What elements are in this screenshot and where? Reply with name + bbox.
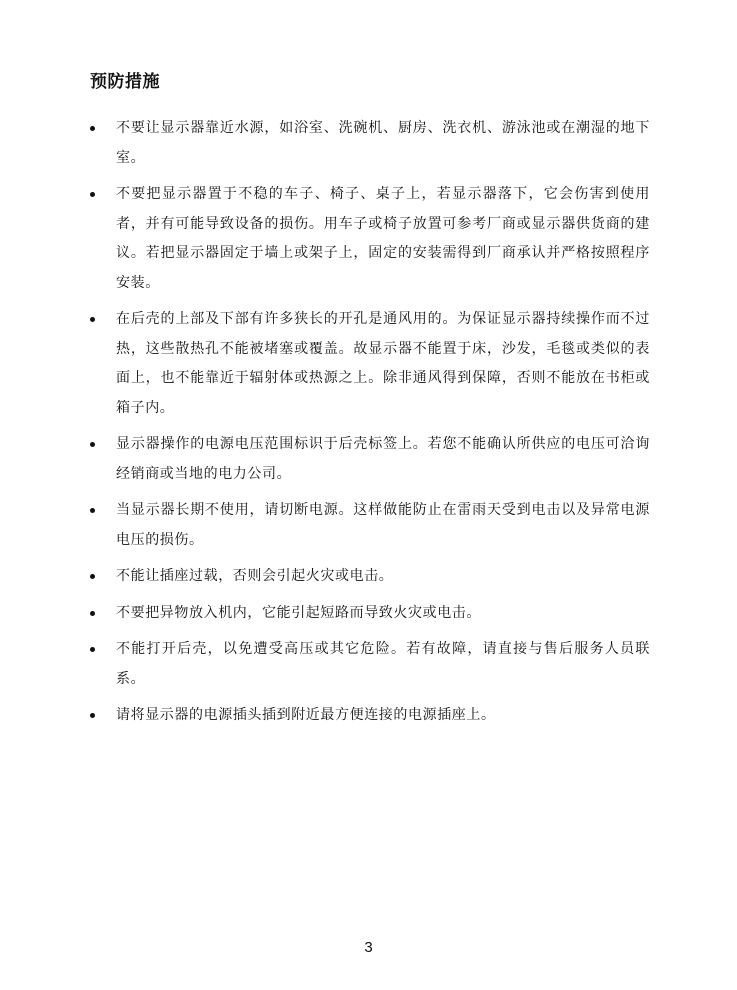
precautions-list xyxy=(90,114,650,738)
bullet-icon xyxy=(90,508,95,513)
bullet-icon xyxy=(90,317,95,322)
list-item xyxy=(90,496,650,555)
list-item-text: 请将显示器的电源插头插到附近最方便连接的电源插座上。 xyxy=(116,707,496,723)
list-item-text: 当显示器长期不使用，请切断电源。这样做能防止在雷雨天受到电击以及异常电源电压的损伤。 xyxy=(116,502,650,548)
list-item-text: 不要把异物放入机内，它能引起短路而导致火灾或电击。 xyxy=(116,604,481,621)
list-item xyxy=(90,599,650,629)
list-item xyxy=(90,305,650,423)
list-item-text: 不能打开后壳，以免遭受高压或其它危险。若有故障，请直接与售后服务人员联系。 xyxy=(116,641,650,687)
list-item-text: 不要让显示器靠近水源，如浴室、洗碗机、厨房、洗衣机、游泳池或在潮湿的地下室。 xyxy=(116,120,650,166)
bullet-icon xyxy=(90,713,95,718)
list-item xyxy=(90,430,650,489)
bullet-icon xyxy=(90,192,95,197)
bullet-icon xyxy=(90,574,95,579)
list-item-text: 不能让插座过载，否则会引起火灾或电击。 xyxy=(116,568,394,584)
list-item-text: 显示器操作的电源电压范围标识于后壳标签上。若您不能确认所供应的电压可洽询经销商或当地的电力公司。 xyxy=(116,436,650,482)
bullet-icon xyxy=(90,647,95,652)
list-item xyxy=(90,635,650,694)
bullet-icon xyxy=(90,126,95,131)
page-title: 预防措施 xyxy=(90,72,160,92)
list-item-text: 在后壳的上部及下部有许多狭长的开孔是通风用的。为保证显示器持续操作而不过热，这些散热孔不能被堵塞或覆盖。故显示器不能置于床，沙发，毛毯或类似的表面上，也不能靠近于辐射体或热源之上。除非通风得到保障，否则不能放在书柜或箱子内。 xyxy=(116,311,650,416)
bullet-icon xyxy=(90,442,95,447)
list-item xyxy=(90,180,650,298)
list-item xyxy=(90,562,650,592)
list-item xyxy=(90,701,650,731)
list-item xyxy=(90,114,650,173)
list-item-text: 不要把显示器置于不稳的车子、椅子、桌子上，若显示器落下，它会伤害到使用者，并有可能导致设备的损伤。用车子或椅子放置可参考厂商或显示器供货商的建议。若把显示器固定于墙上或架子上，固定的安装需得到厂商承认并严格按照程序安装。 xyxy=(116,186,650,291)
bullet-icon xyxy=(90,611,95,616)
page-number: 3 xyxy=(364,939,373,956)
